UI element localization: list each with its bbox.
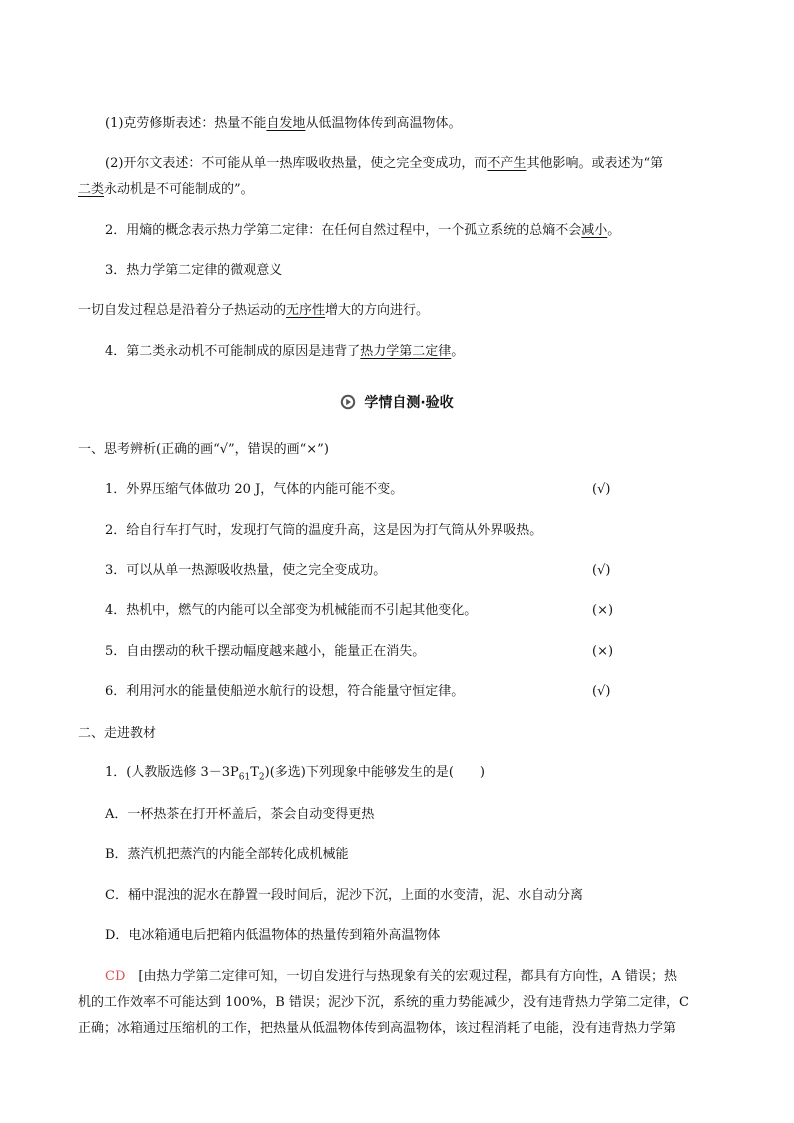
section-title: 学情自测·验收 <box>364 395 454 411</box>
list-item: 6．利用河水的能量使船逆水航行的设想，符合能量守恒定律。 <box>105 684 465 699</box>
paragraph-kelvin-cont: 二类永动机是不可能制成的”。 <box>78 182 254 197</box>
option-c: C．桶中混浊的泥水在静置一段时间后，泥沙下沉，上面的水变清，泥、水自动分离 <box>105 888 583 903</box>
answer-mark: (×) <box>592 603 614 618</box>
section-heading <box>0 393 794 414</box>
paragraph-micro-meaning: 一切自发过程总是沿着分子热运动的无序性增大的方向进行。 <box>78 303 430 318</box>
answer-mark: (√) <box>592 563 611 578</box>
paragraph-kelvin: (2)开尔文表述：不可能从单一热库吸收热量，使之完全变成功，而不产生其他影响。或表述为“第 <box>105 156 664 171</box>
play-circle-icon <box>340 394 356 410</box>
paragraph-clausius: (1)克劳修斯表述：热量不能自发地从低温物体传到高温物体。 <box>105 116 462 131</box>
question-heading-2: 二、走进教材 <box>78 726 157 741</box>
list-item: 3．可以从单一热源吸收热量，使之完全变成功。 <box>105 563 387 578</box>
answer-mark: (√) <box>592 482 611 497</box>
question-stem: 1．(人教版选修 $3-3P_{61}T_2$)(多选)下列现象中能够发生的是( ) <box>105 765 485 783</box>
answer-line-2: 机的工作效率不可能达到 100%，B 错误；泥沙下沉，系统的重力势能减少，没有违背热力学第二定律，C <box>78 995 689 1010</box>
list-item: 5．自由摆动的秋千摆动幅度越来越小，能量正在消失。 <box>105 644 426 659</box>
question-heading-1: 一、思考辨析(正确的画“√”，错误的画“×”) <box>78 442 329 457</box>
list-item: 1．外界压缩气体做功 20 J，气体的内能可能不变。 <box>105 482 404 497</box>
option-a: A．一杯热茶在打开杯盖后，茶会自动变得更热 <box>105 807 375 822</box>
option-d: D．电冰箱通电后把箱内低温物体的热量传到箱外高温物体 <box>105 928 441 943</box>
paragraph-perpetual: 4．第二类永动机不可能制成的原因是违背了热力学第二定律。 <box>105 344 465 359</box>
paragraph-entropy: 2．用熵的概念表示热力学第二定律：在任何自然过程中，一个孤立系统的总熵不会减小。 <box>105 223 621 238</box>
list-item: 4．热机中，燃气的内能可以全部变为机械能而不引起其他变化。 <box>105 603 478 618</box>
answer-label: CD <box>105 969 126 984</box>
paragraph-micro-heading: 3．热力学第二定律的微观意义 <box>105 263 283 278</box>
answer-line-3: 正确；冰箱通过压缩机的工作，把热量从低温物体传到高温物体，该过程消耗了电能，没有违背热力学第 <box>78 1021 677 1036</box>
answer-mark: (×) <box>592 644 614 659</box>
answer-mark: (√) <box>592 684 611 699</box>
option-b: B．蒸汽机把蒸汽的内能全部转化成机械能 <box>105 847 349 862</box>
answer-line-1: CD [由热力学第二定律可知，一切自发进行与热现象有关的宏观过程，都具有方向性，A 错误；热 <box>105 969 677 984</box>
list-item: 2．给自行车打气时，发现打气筒的温度升高，这是因为打气筒从外界吸热。 <box>105 523 543 538</box>
